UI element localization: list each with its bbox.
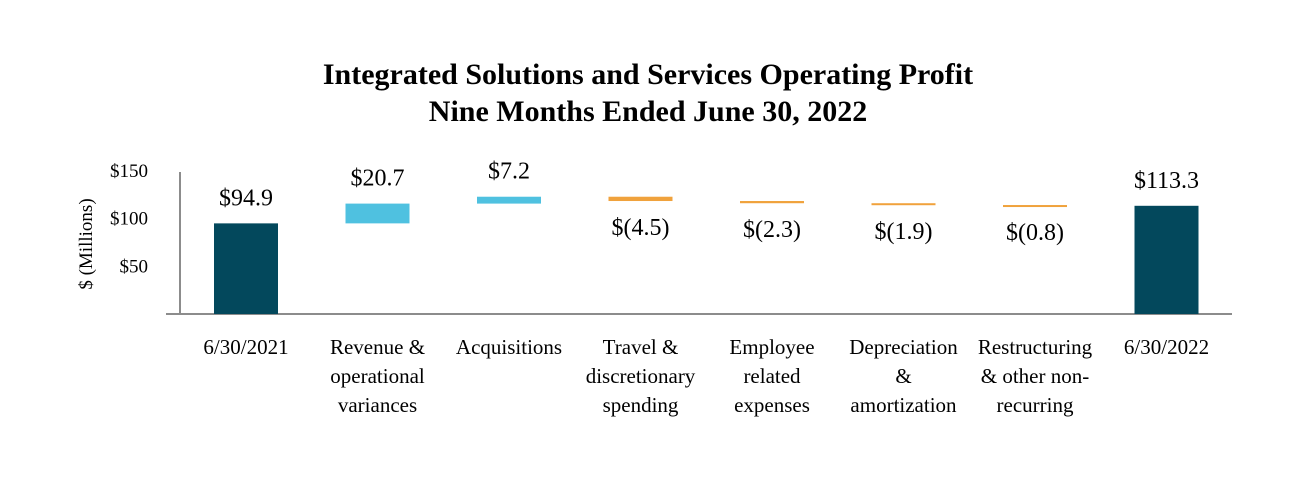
x-tick-label: Travel &: [602, 335, 679, 359]
y-tick-label: $100: [110, 208, 148, 230]
x-tick-label: Revenue &: [329, 335, 426, 359]
x-tick-label: discretionary: [585, 364, 696, 388]
data-label: $(4.5): [611, 215, 670, 242]
x-tick-label: amortization: [850, 393, 957, 417]
x-tick-label: expenses: [734, 393, 810, 417]
x-tick-label: 6/30/2021: [203, 335, 289, 359]
data-label: $94.9: [219, 185, 273, 212]
x-tick-label: recurring: [996, 393, 1074, 417]
bar-decrease: [1003, 205, 1067, 207]
x-tick-label: variances: [337, 393, 418, 417]
data-label: $(2.3): [743, 217, 801, 244]
bar-decrease: [609, 197, 673, 201]
y-tick-label: $50: [119, 256, 148, 278]
bar-increase: [477, 197, 541, 204]
bar-increase: [346, 204, 410, 224]
data-label: $113.3: [1133, 167, 1200, 194]
bar-decrease: [872, 203, 936, 205]
bar-total: [214, 223, 278, 314]
chart-title: Integrated Solutions and Services Operating Profit: [322, 58, 974, 91]
data-label: $20.7: [350, 165, 405, 192]
x-tick-label: Acquisitions: [455, 335, 563, 359]
x-tick-label: 6/30/2022: [1123, 335, 1210, 359]
x-tick-label: Employee: [729, 335, 815, 359]
data-label: $7.2: [488, 158, 530, 185]
data-label: $(1.9): [874, 219, 933, 246]
x-tick-label: & other non-: [980, 364, 1090, 388]
chart-subtitle: Nine Months Ended June 30, 2022: [428, 95, 868, 128]
x-tick-label: spending: [602, 393, 679, 417]
y-tick-label: $150: [110, 160, 148, 182]
bar-decrease: [740, 201, 804, 203]
x-tick-label: Restructuring: [977, 335, 1093, 359]
data-label: $(0.8): [1006, 219, 1064, 246]
x-tick-label: related: [743, 364, 801, 388]
x-tick-label: Depreciation: [849, 335, 958, 359]
y-axis-label: $ (Millions): [76, 198, 97, 290]
x-tick-label: operational: [330, 364, 425, 388]
x-tick-label: &: [895, 364, 912, 388]
bar-total: [1135, 206, 1199, 314]
